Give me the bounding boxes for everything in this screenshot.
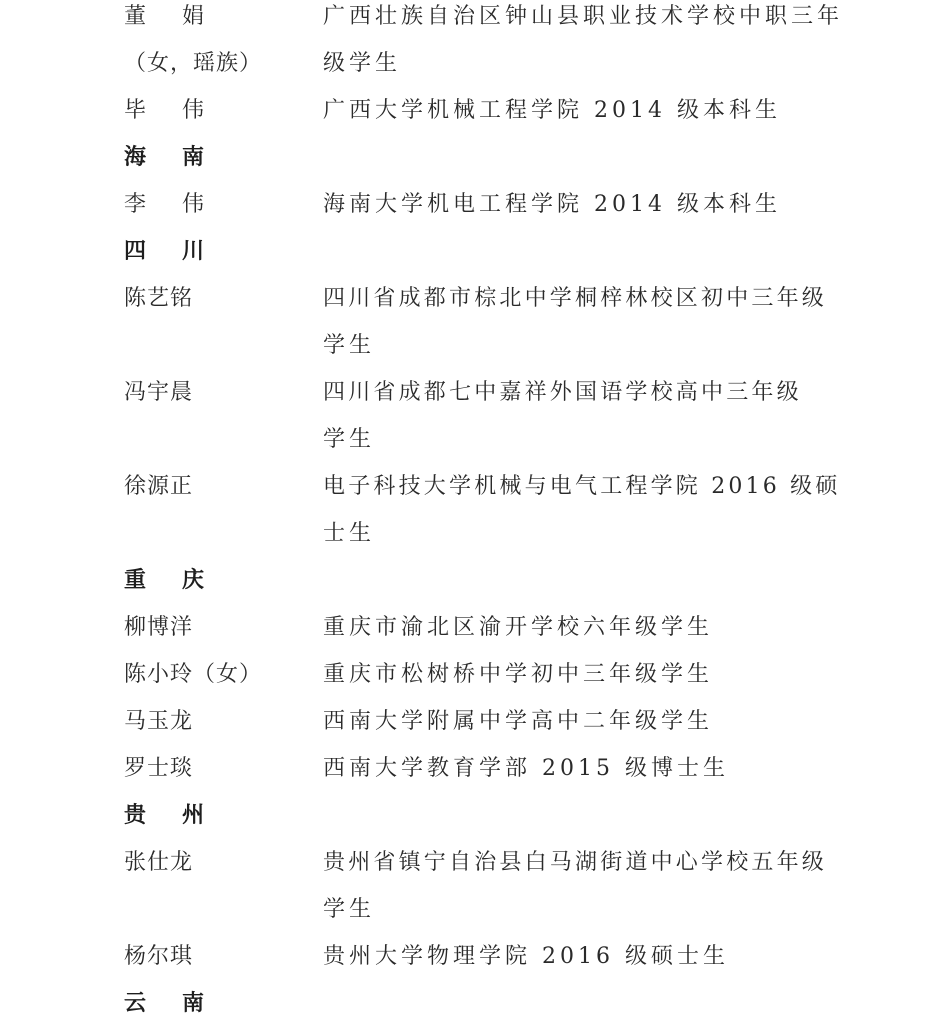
entry-desc-cont: 级学生: [323, 51, 402, 76]
entry-desc: 四川省成都市棕北中学桐梓林校区初中三年级: [323, 286, 828, 311]
entry-desc: 重庆市渝北区渝开学校六年级学生: [323, 615, 714, 640]
entry-name: 陈小玲（女）: [124, 662, 263, 687]
entry-desc: 四川省成都七中嘉祥外国语学校高中三年级: [323, 380, 802, 405]
entry-name: 罗士琰: [124, 756, 194, 781]
section-heading: 重庆: [124, 567, 241, 593]
section-heading: 四川: [124, 238, 241, 264]
section-heading: 贵州: [124, 802, 241, 828]
entry-name: 董娟: [124, 4, 241, 29]
entry-name: 徐源正: [124, 474, 194, 499]
entry-name: 柳博洋: [124, 615, 194, 640]
section-heading: 海南: [124, 144, 241, 170]
entry-name: 毕伟: [124, 98, 241, 123]
entry-desc: 海南大学机电工程学院 2014 级本科生: [323, 192, 781, 217]
entry-name: 冯宇晨: [124, 380, 194, 405]
entry-desc: 西南大学教育学部 2015 级博士生: [323, 756, 729, 781]
entry-name-extra: （女，瑶族）: [124, 51, 263, 76]
entry-desc-cont: 学生: [323, 897, 376, 922]
entry-name: 陈艺铭: [124, 286, 194, 311]
entry-desc-cont: 士生: [323, 521, 376, 546]
entry-desc: 广西大学机械工程学院 2014 级本科生: [323, 98, 781, 123]
entry-name: 马玉龙: [124, 709, 194, 734]
entry-name: 杨尔琪: [124, 944, 194, 969]
entry-desc: 重庆市松树桥中学初中三年级学生: [323, 662, 714, 687]
entry-desc: 贵州省镇宁自治县白马湖街道中心学校五年级: [323, 850, 828, 875]
section-heading: 云南: [124, 990, 241, 1016]
entry-name: 李伟: [124, 192, 241, 217]
entry-name: 张仕龙: [124, 850, 194, 875]
entry-desc: 西南大学附属中学高中二年级学生: [323, 709, 714, 734]
entry-desc: 广西壮族自治区钟山县职业技术学校中职三年: [323, 4, 844, 29]
entry-desc-cont: 学生: [323, 333, 376, 358]
entry-desc: 电子科技大学机械与电气工程学院 2016 级硕: [323, 474, 841, 499]
entry-desc: 贵州大学物理学院 2016 级硕士生: [323, 944, 729, 969]
entry-desc-cont: 学生: [323, 427, 376, 452]
